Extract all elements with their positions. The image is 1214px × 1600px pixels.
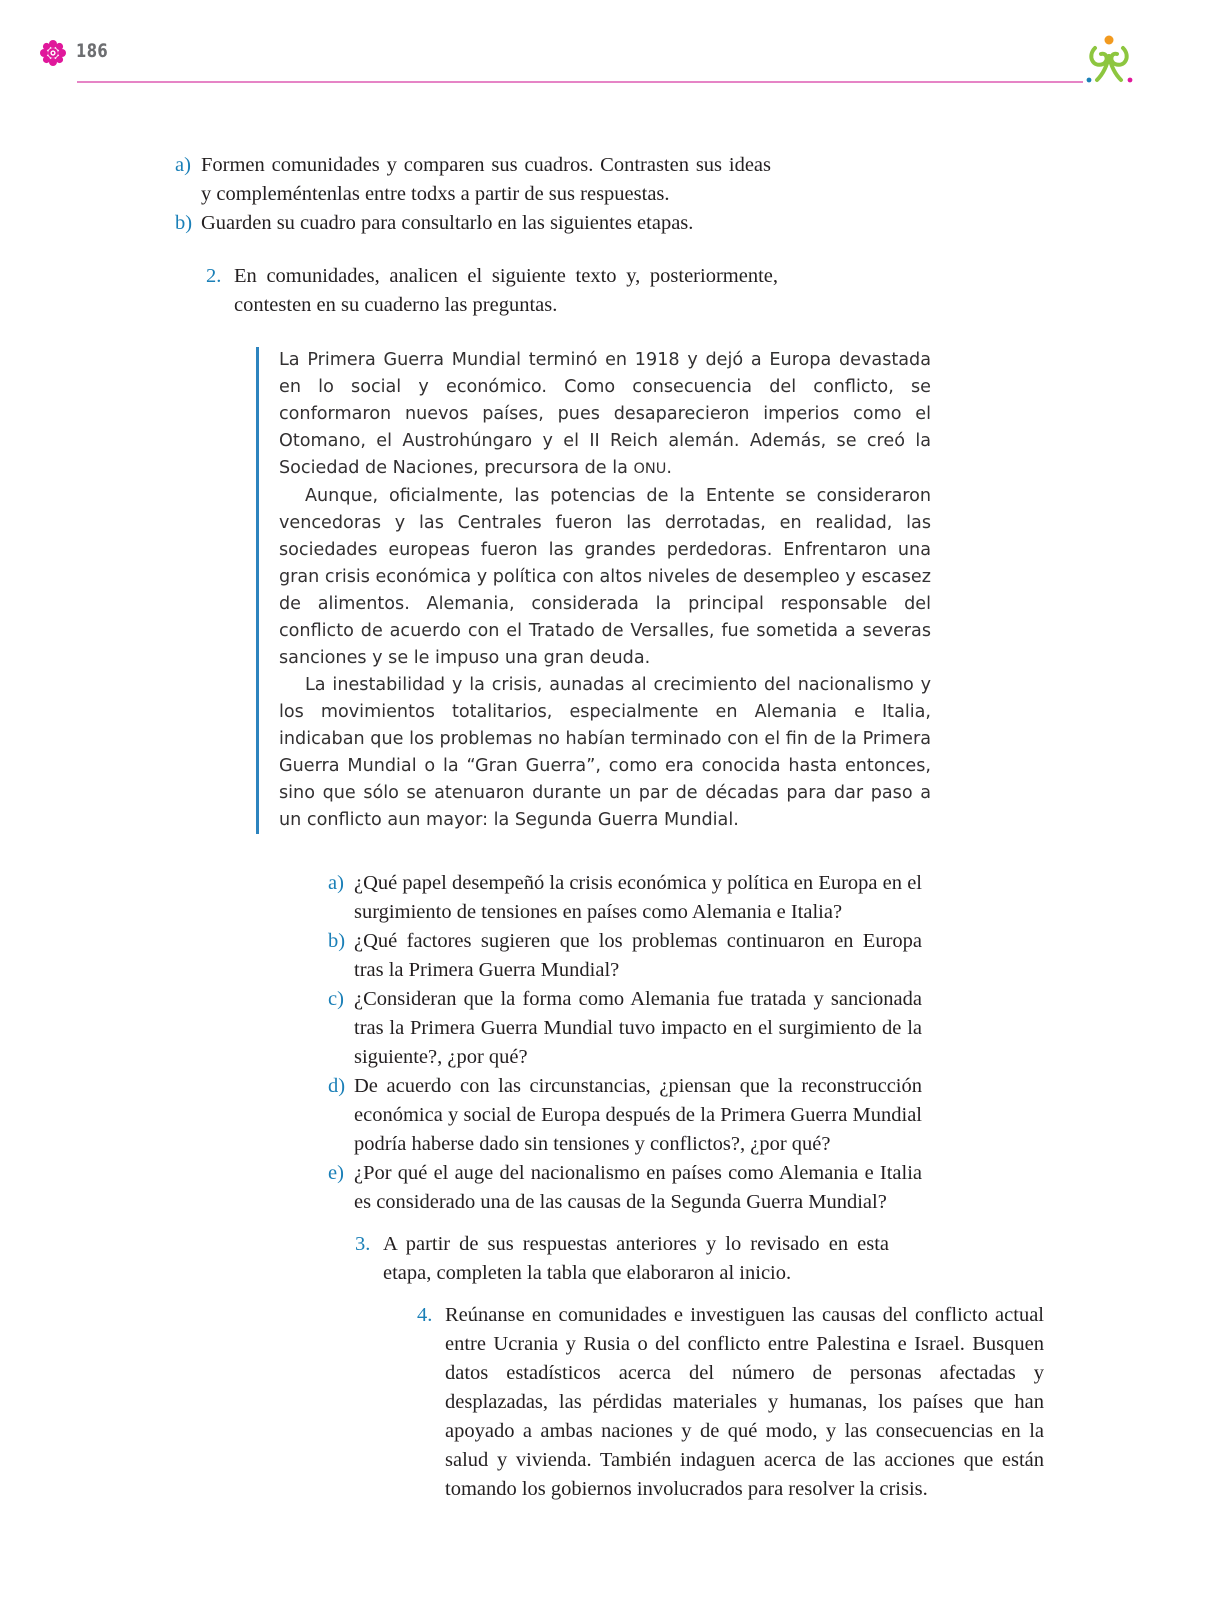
item-text: Guarden su cuadro para consultarlo en las siguientes etapas. bbox=[201, 212, 694, 234]
question-text: ¿Qué factores sugieren que los problemas continuaron en Europa tras la Primera Guerra Mundial? bbox=[354, 930, 922, 981]
step-number: 2. bbox=[206, 265, 222, 287]
list-item bbox=[175, 209, 771, 238]
numbered-instruction bbox=[206, 262, 778, 320]
passage-paragraph: Aunque, oficialmente, las potencias de la Entente se consideraron vencedoras y las Centrales fueron las derrotadas, en realidad, las sociedades europeas fueron las grandes perdedoras. Enfrentaron una gran crisis económica y política con altos niveles de desempleo y escasez de alimentos. Alemania, considerada la principal responsable del conflicto de acuerdo con el Tratado de Versalles, fue sometida a severas sanciones y se le impuso una gran deuda. bbox=[279, 486, 931, 668]
step-number: 4. bbox=[417, 1304, 433, 1326]
step-3 bbox=[355, 1230, 889, 1288]
question-item bbox=[328, 1072, 922, 1159]
step-4 bbox=[417, 1301, 1044, 1504]
step-2 bbox=[206, 262, 778, 320]
header-divider bbox=[77, 81, 1083, 83]
question-marker: a) bbox=[328, 872, 344, 894]
question-item bbox=[328, 1159, 922, 1217]
item-text: Formen comunidades y comparen sus cuadros. Contrasten sus ideas y compleméntenlas entre todxs a partir de sus respuestas. bbox=[201, 154, 771, 205]
question-text: ¿Consideran que la forma como Alemania fue tratada y sancionada tras la Primera Guerra Mundial tuvo impacto en el surgimiento de la siguiente?, ¿por qué? bbox=[354, 988, 922, 1068]
question-item bbox=[328, 985, 922, 1072]
question-list bbox=[328, 869, 922, 1217]
question-item bbox=[328, 869, 922, 927]
question-marker: e) bbox=[328, 1162, 344, 1184]
question-marker: c) bbox=[328, 988, 344, 1010]
page-number: 186 bbox=[76, 40, 109, 62]
step-text: En comunidades, analicen el siguiente texto y, posteriormente, contesten en su cuaderno las preguntas. bbox=[234, 265, 778, 316]
item-marker: b) bbox=[175, 212, 193, 234]
community-logo-icon bbox=[1085, 34, 1135, 86]
step-text: A partir de sus respuestas anteriores y lo revisado en esta etapa, completen la tabla que elaboraron al inicio. bbox=[383, 1233, 889, 1284]
question-marker: d) bbox=[328, 1075, 346, 1097]
activity-list-1 bbox=[175, 151, 771, 238]
passage-paragraph bbox=[279, 347, 931, 483]
pink-flower-icon bbox=[40, 40, 66, 66]
passage-text: . bbox=[666, 458, 672, 478]
reading-passage bbox=[256, 347, 931, 834]
question-text: ¿Qué papel desempeñó la crisis económica y política en Europa en el surgimiento de tensiones en países como Alemania e Italia? bbox=[354, 872, 922, 923]
list-item bbox=[175, 151, 771, 209]
step-number: 3. bbox=[355, 1233, 371, 1255]
passage-paragraph: La inestabilidad y la crisis, aunadas al crecimiento del nacionalismo y los movimientos totalitarios, especialmente en Alemania e Italia, indicaban que los problemas no habían terminado con el fin de la Primera Guerra Mundial o la “Gran Guerra”, como era conocida hasta entonces, sino que sólo se atenuaron durante un par de décadas para dar paso a un conflicto aun mayor: la Segunda Guerra Mundial. bbox=[279, 675, 931, 830]
step-text: Reúnanse en comunidades e investiguen las causas del conflicto actual entre Ucrania y Rusia o del conflicto entre Palestina e Israel. Busquen datos estadísticos acerca del número de personas afectadas y desplazadas, las pérdidas materiales y humanas, los países que han apoyado a ambas naciones y de qué modo, y las consecuencias en la salud y vivienda. También indaguen acerca de las acciones que están tomando los gobiernos involucrados para resolver la crisis. bbox=[445, 1304, 1044, 1500]
page-header bbox=[0, 0, 1214, 90]
passage-text: La Primera Guerra Mundial terminó en 1918 y dejó a Europa devastada en lo social y económico. Como consecuencia del conflicto, se conformaron nuevos países, pues desaparecieron imperios como el Otomano, el Austrohúngaro y el II Reich alemán. Además, se creó la Sociedad de Naciones, precursora de la bbox=[279, 350, 931, 478]
acronym: ONU bbox=[633, 461, 667, 477]
question-marker: b) bbox=[328, 930, 346, 952]
numbered-instruction bbox=[417, 1301, 1044, 1504]
item-marker: a) bbox=[175, 154, 191, 176]
question-text: ¿Por qué el auge del nacionalismo en países como Alemania e Italia es considerado una de las causas de la Segunda Guerra Mundial? bbox=[354, 1162, 922, 1213]
question-text: De acuerdo con las circunstancias, ¿piensan que la reconstrucción económica y social de Europa después de la Primera Guerra Mundial podría haberse dado sin tensiones y conflictos?, ¿por qué? bbox=[354, 1075, 922, 1155]
question-item bbox=[328, 927, 922, 985]
numbered-instruction bbox=[355, 1230, 889, 1288]
